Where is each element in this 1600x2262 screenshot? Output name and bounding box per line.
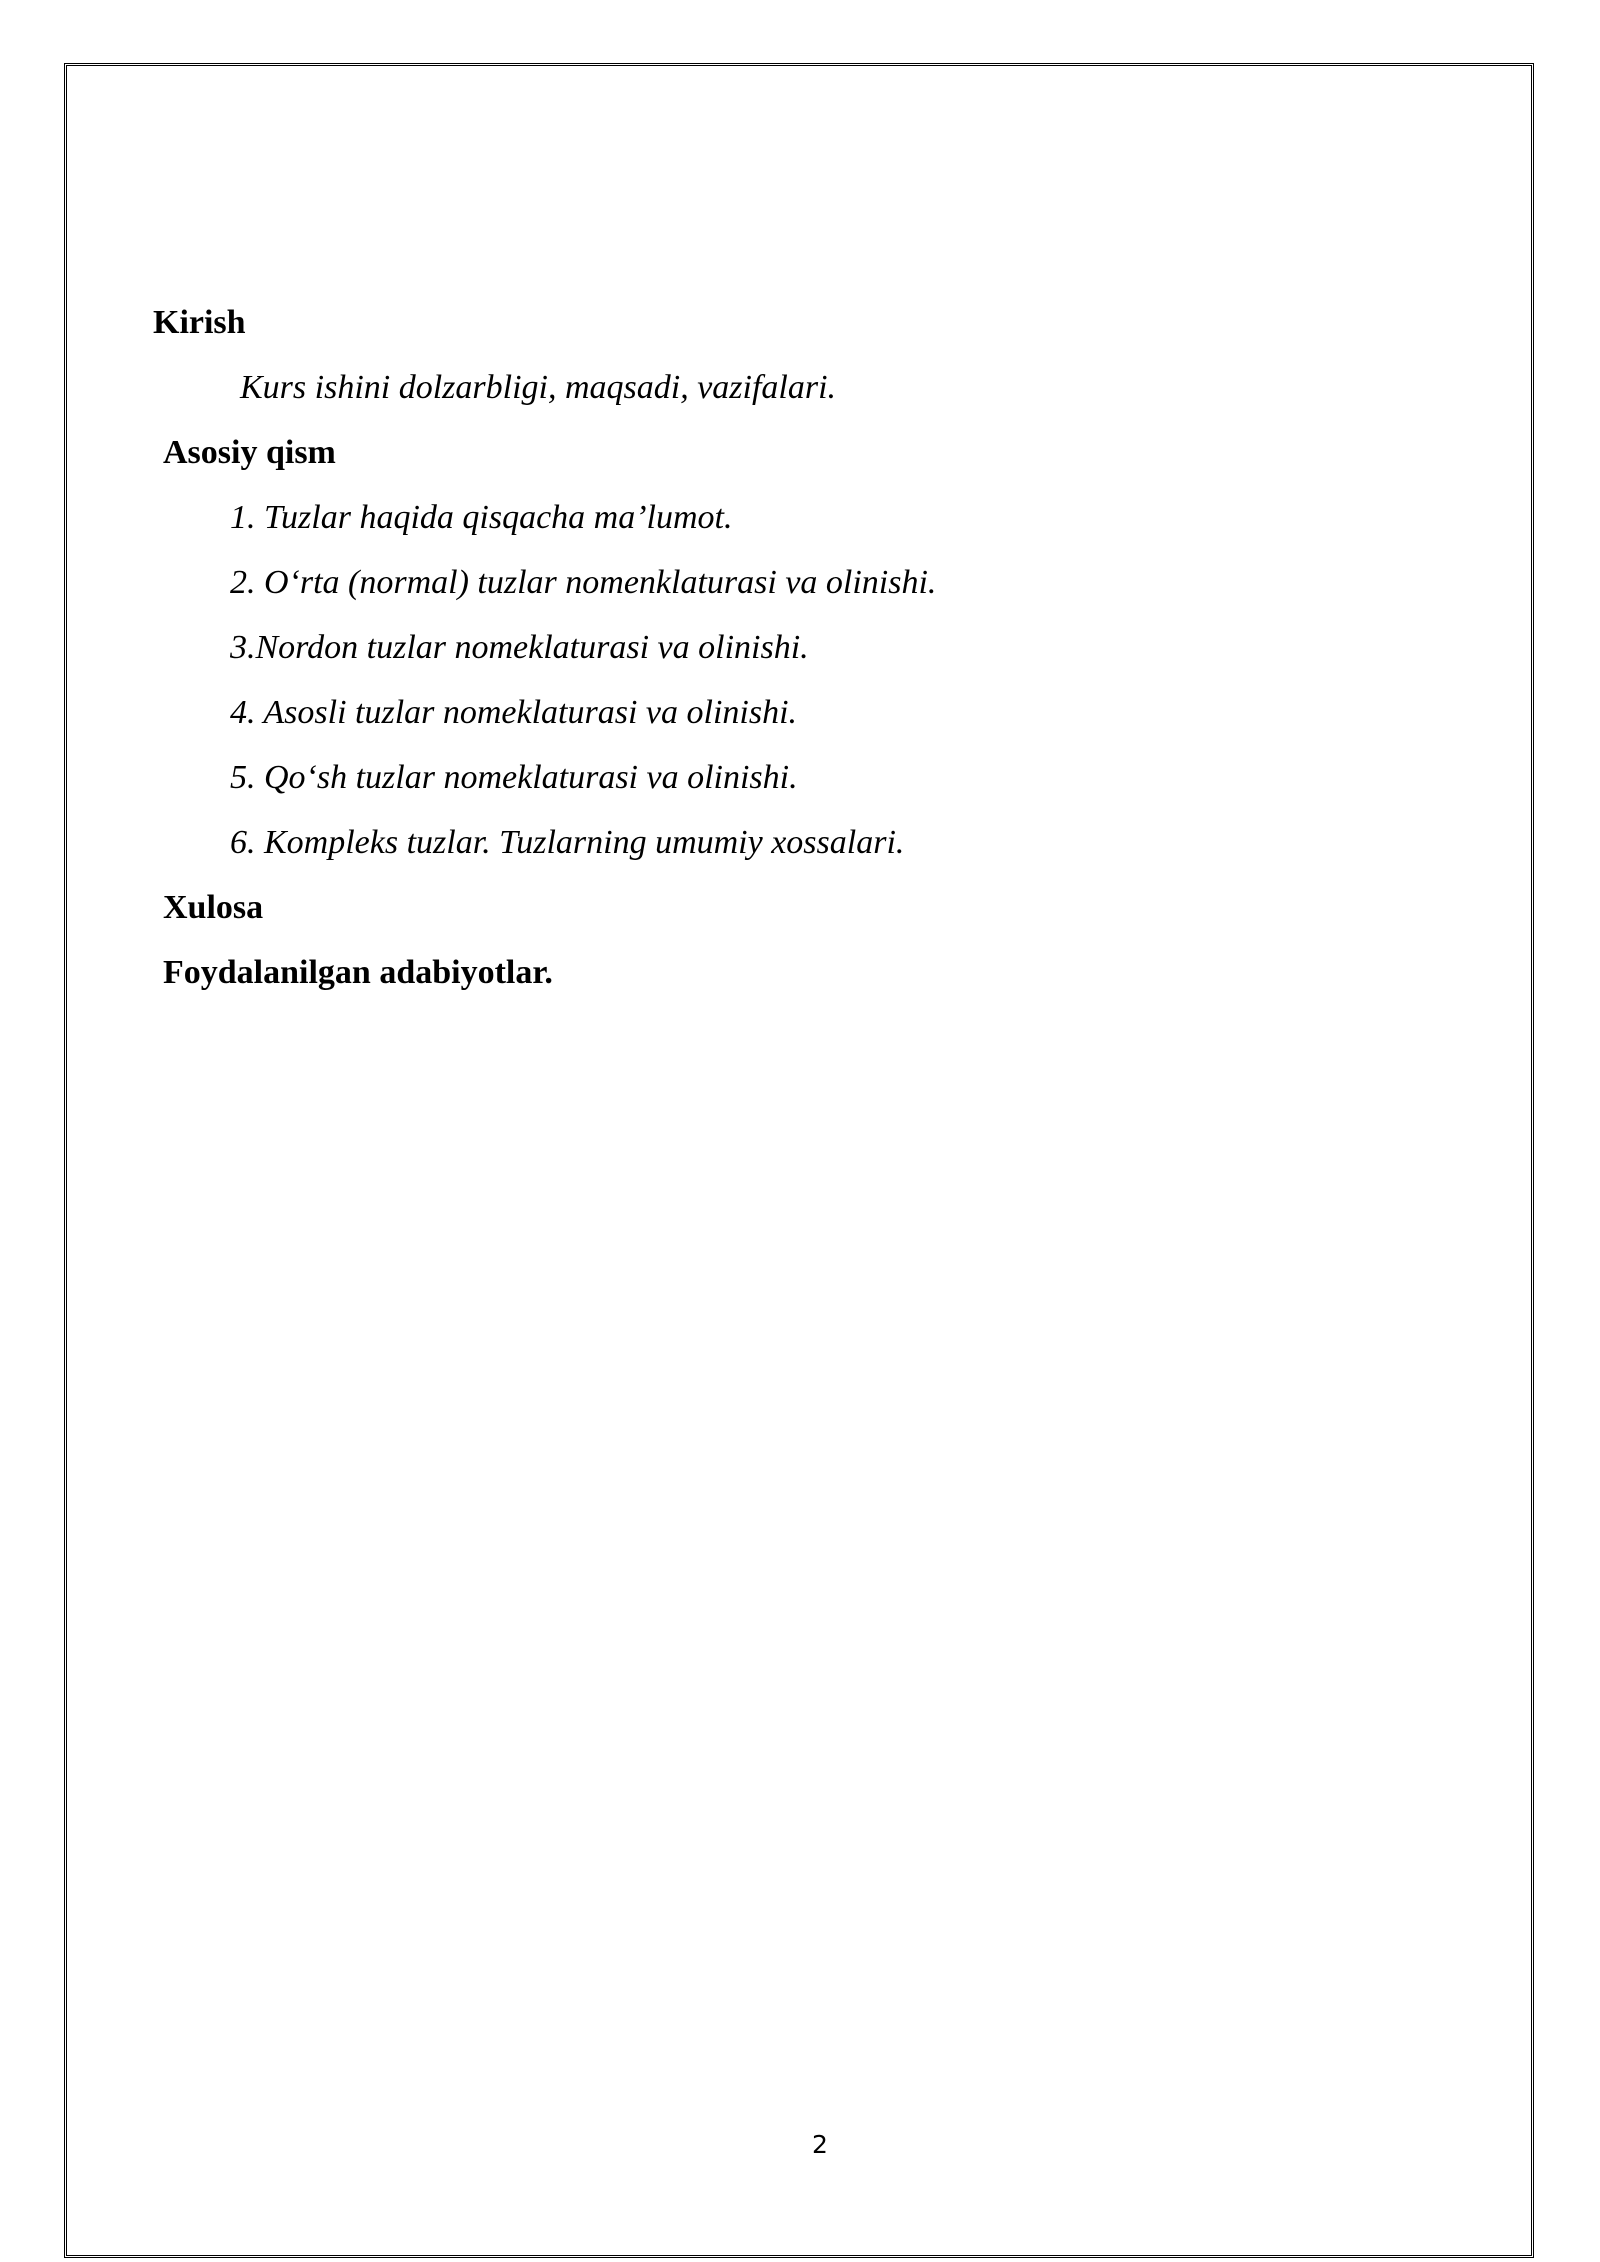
page-number: 2 <box>812 2130 828 2159</box>
section-heading-references: Foydalanilgan adabiyotlar. <box>163 954 553 991</box>
list-item: 4. Asosli tuzlar nomeklaturasi va olinishi. <box>230 694 798 731</box>
section-heading-asosiy-qism: Asosiy qism <box>163 434 336 471</box>
section-heading-kirish: Kirish <box>153 304 246 341</box>
intro-item: Kurs ishini dolzarbligi, maqsadi, vazifalari. <box>240 369 837 406</box>
list-item: 5. Qo‘sh tuzlar nomeklaturasi va olinishi. <box>230 759 798 796</box>
list-item: 1. Tuzlar haqida qisqacha ma’lumot. <box>230 499 733 536</box>
list-item: 3.Nordon tuzlar nomeklaturasi va olinishi. <box>230 629 809 666</box>
section-heading-xulosa: Xulosa <box>163 889 264 926</box>
list-item: 2. O‘rta (normal) tuzlar nomenklaturasi va olinishi. <box>230 564 937 601</box>
list-item: 6. Kompleks tuzlar. Tuzlarning umumiy xossalari. <box>230 824 905 861</box>
